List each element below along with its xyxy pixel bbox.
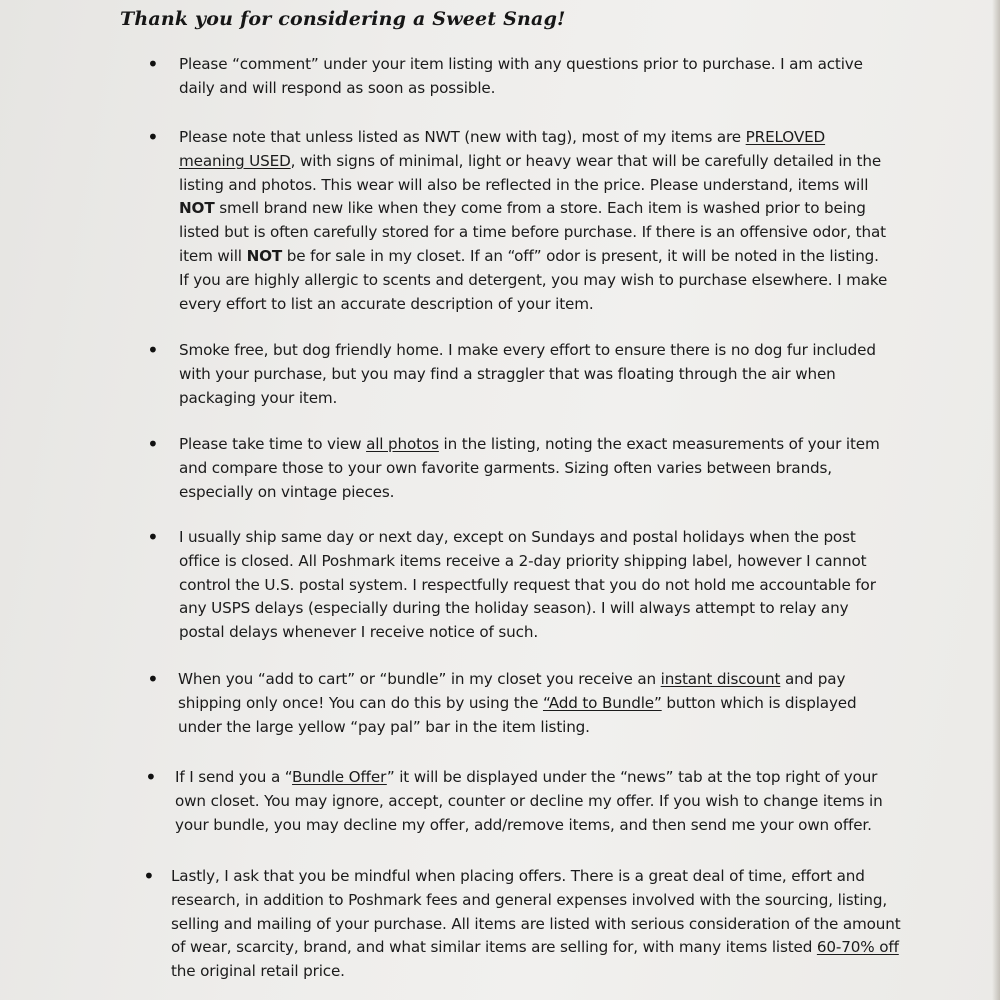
text-run: Lastly, I ask that you be mindful when placing offers. There is a great deal of time, effort and research, in addition to Poshmark fees and general expenses involved with the sourcing, listing, selling and mailing of your purchase. All items are listed with serious consideration of the amount of wear, scarcity, brand, and what similar items are selling for, with many items listed [171, 867, 901, 957]
text-run: Smoke free, but dog friendly home. I make every effort to ensure there is no dog fur included with your purchase, but you may find a straggler that was floating through the air when packaging your item. [179, 341, 876, 407]
text-run: in the listing, noting the exact measurements of your item and compare those to your own favorite garments. Sizing often varies between brands, especially on vintage pieces. [179, 435, 880, 501]
text-run: button which is displayed under the large yellow “pay pal” bar in the item listing. [178, 693, 857, 736]
text-run: Please “comment” under your item listing with any questions prior to purchase. I am active daily and will respond as soon as possible. [179, 55, 863, 97]
policy-item-bundle-offer [145, 765, 889, 837]
underlined-text: Bundle Offer [292, 768, 387, 786]
text-run: Please note that unless listed as NWT (new with tag), most of my items are [179, 128, 746, 146]
text-run: the original retail price. [171, 962, 345, 981]
bullet-icon: • [145, 765, 157, 789]
text-run: smell brand new like when they come from a store. Each item is washed prior to being listed but is often carefully stored for a time before purchase. If there is an offensive odor, that item will [179, 199, 886, 265]
policy-item-text [179, 126, 889, 316]
policy-item-text [179, 526, 889, 645]
text-run: ” it will be displayed under the “news” tab at the top right of your own closet. You may ignore, accept, counter or decline my offer. If you wish to change items in your bundle, you may decline my offer, add/remove items, and then send me your own offer. [175, 768, 883, 834]
text-run: be for sale in my closet. If an “off” odor is present, it will be noted in the listing. If you are highly allergic to scents and detergent, you may wish to purchase elsewhere. I make every effort to list an accurate description of your item. [179, 246, 888, 313]
bullet-icon: • [147, 667, 159, 691]
text-run: Please take time to view [179, 435, 367, 453]
policy-item-text [179, 339, 889, 410]
bullet-icon: • [143, 864, 155, 888]
document-title: Thank you for considering a Sweet Snag! [120, 8, 566, 30]
policy-item-offers [143, 864, 901, 984]
policy-item-text [179, 53, 889, 101]
underlined-text: “Add to Bundle” [542, 693, 662, 712]
bullet-icon: • [147, 125, 159, 149]
policy-item-comments [147, 52, 889, 101]
text-run: When you “add to cart” or “bundle” in my closet you receive an [178, 670, 661, 688]
underlined-text: 60-70% off [816, 938, 899, 957]
bullet-icon: • [147, 52, 159, 76]
bold-text: NOT [179, 199, 215, 218]
policy-item-text [179, 433, 889, 504]
policy-item-text [175, 766, 889, 837]
text-run: If I send you a “ [175, 768, 293, 786]
policy-item-preloved [147, 125, 889, 316]
policy-item-text [178, 668, 888, 739]
policy-item-smoke-free [147, 338, 889, 410]
policy-item-shipping [147, 525, 889, 645]
policy-item-photos [147, 432, 889, 504]
underlined-text: PRELOVED meaning USED [179, 128, 826, 170]
bullet-icon: • [147, 525, 159, 549]
bold-text: NOT [246, 246, 283, 265]
text-run: and pay shipping only once! You can do this by using the [178, 670, 846, 712]
bullet-icon: • [147, 432, 159, 456]
text-run: , with signs of minimal, light or heavy wear that will be carefully detailed in the listing and photos. This wear will also be reflected in the price. Please understand, items will [179, 151, 882, 194]
underlined-text: all photos [366, 435, 439, 453]
underlined-text: instant discount [660, 670, 781, 688]
text-run: I usually ship same day or next day, except on Sundays and postal holidays when the post office is closed. All Poshmark items receive a 2-day priority shipping label, however I cannot control the U.S. postal system. I respectfully request that you do not hold me accountable for any USPS delays (especially during the holiday season). I will always attempt to relay any postal delays whenever I receive notice of such. [179, 528, 876, 642]
policy-item-text [171, 865, 901, 984]
policy-item-bundle [147, 667, 888, 739]
bullet-icon: • [147, 338, 159, 362]
